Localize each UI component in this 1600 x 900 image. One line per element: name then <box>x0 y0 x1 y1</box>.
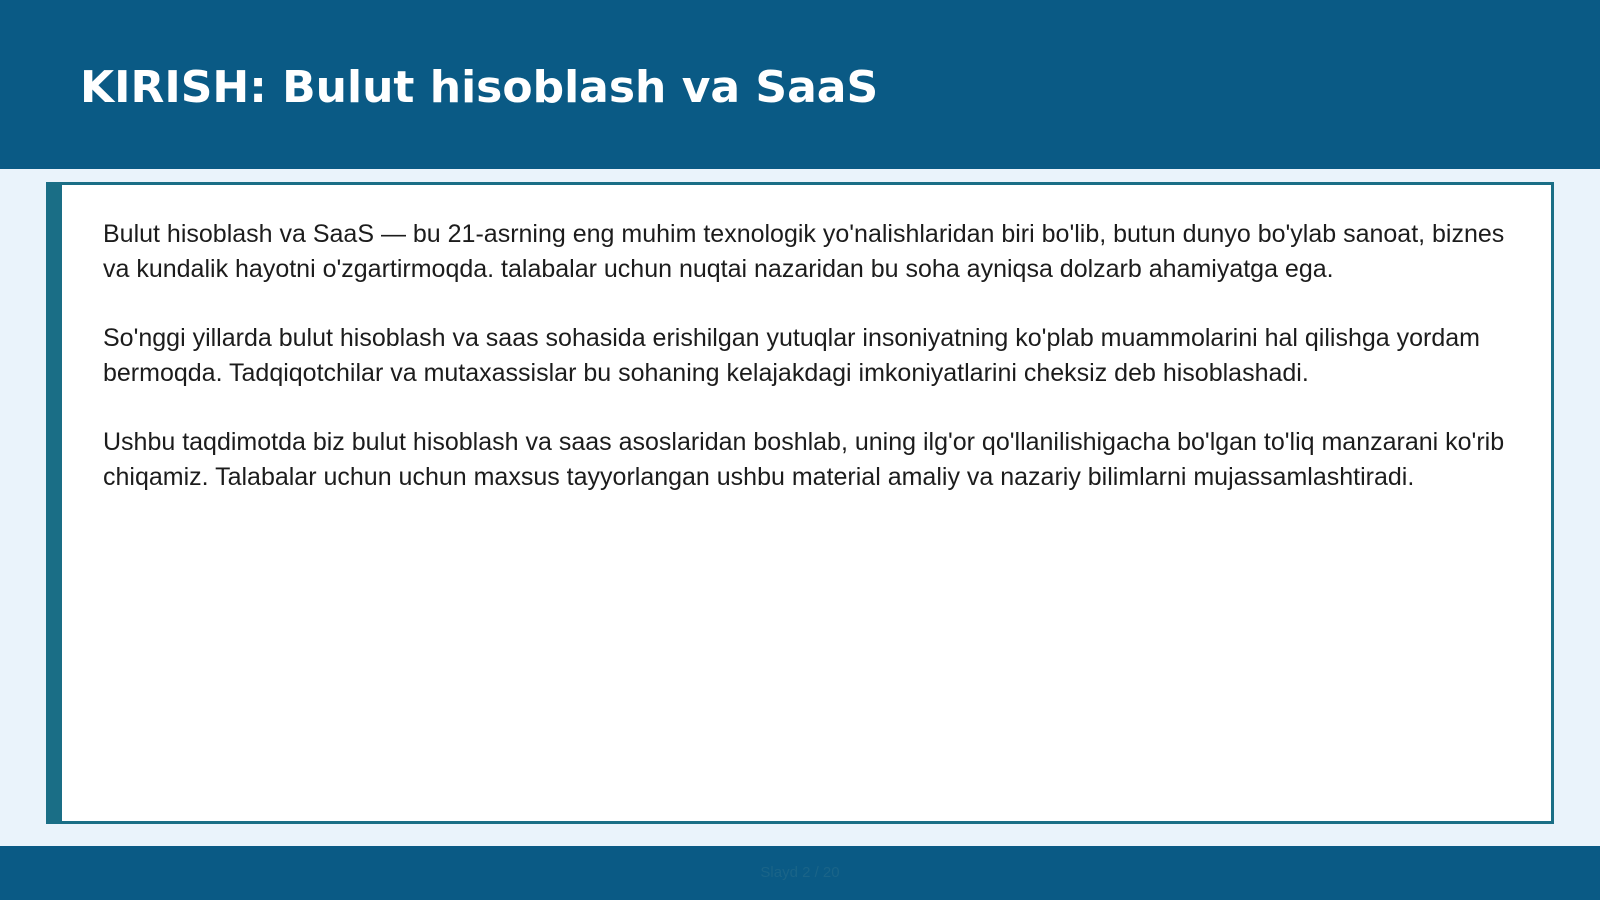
content-panel <box>46 182 1554 824</box>
paragraph-intro: Bulut hisoblash va SaaS — bu 21-asrning eng muhim texnologik yo'nalishlaridan biri bo'lib, butun dunyo bo'ylab sanoat, biznes va kundalik hayotni o'zgartirmoqda. talabalar uchun nuqtai nazaridan bu soha ayniqsa dolzarb ahamiyatga ega. <box>103 220 1505 283</box>
slide-title: KIRISH: Bulut hisoblash va SaaS <box>80 62 879 113</box>
paragraph-progress: So'nggi yillarda bulut hisoblash va saas sohasida erishilgan yutuqlar insoniyatning ko'plab muammolarini hal qilishga yordam bermoqda. Tadqiqotchilar va mutaxassislar bu sohaning kelajakdagi imkoniyatlarini cheksiz deb hisoblashadi. <box>103 324 1480 387</box>
slide-header <box>0 0 1600 169</box>
paragraph-overview: Ushbu taqdimotda biz bulut hisoblash va saas asoslaridan boshlab, uning ilg'or qo'llanilishigacha bo'lgan to'liq manzarani ko'rib chiqamiz. Talabalar uchun uchun maxsus tayyorlangan ushbu material amaliy va nazariy bilimlarni mujassamlashtiradi. <box>103 428 1505 491</box>
content-body <box>103 217 1523 529</box>
slide-footer <box>0 846 1600 900</box>
slide-number: Slayd 2 / 20 <box>760 864 840 881</box>
